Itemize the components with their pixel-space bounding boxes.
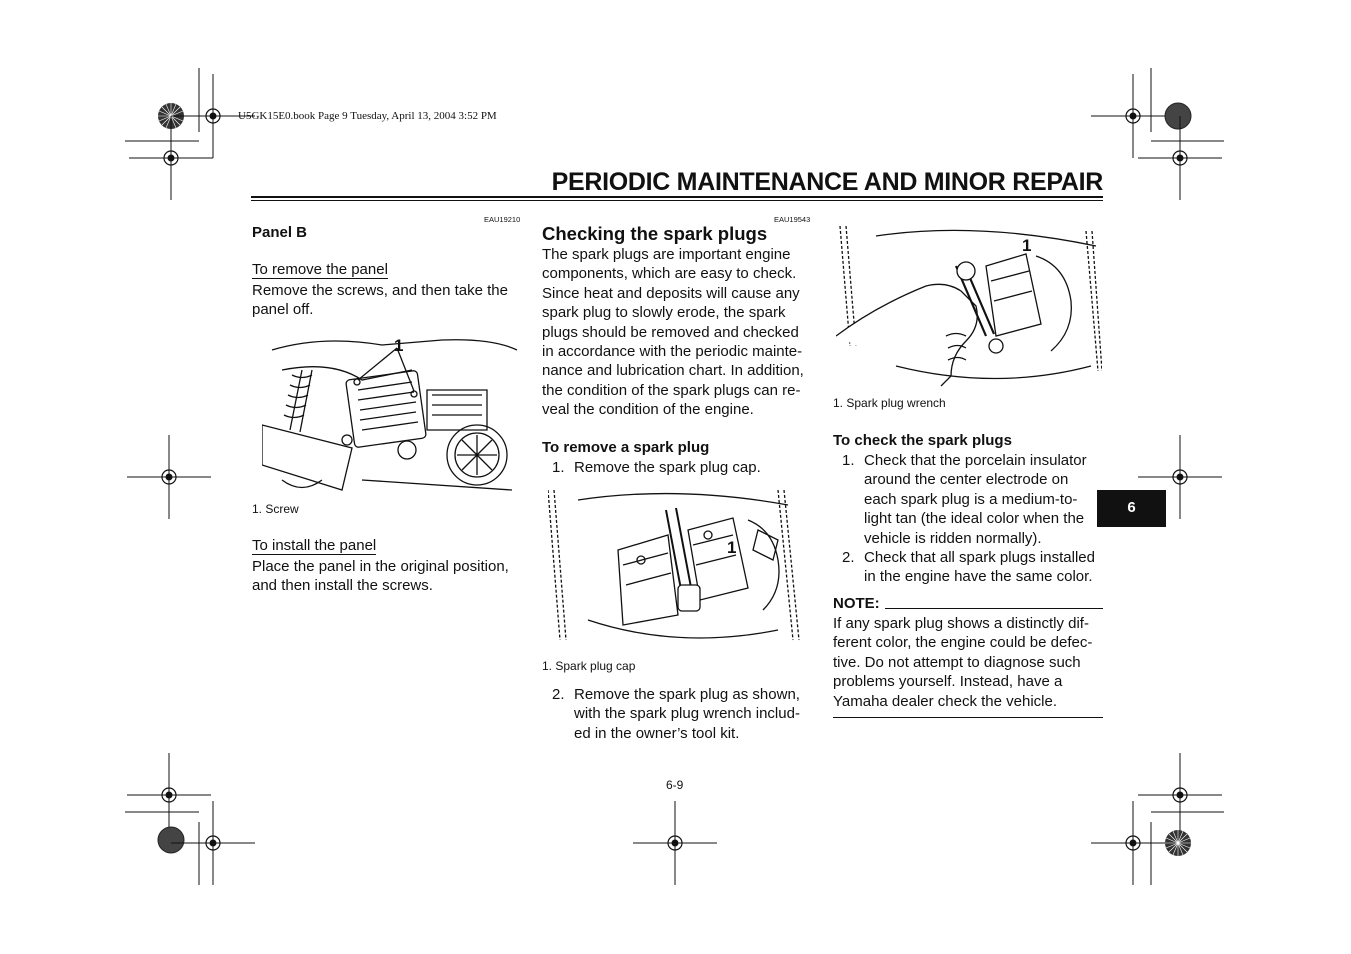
- text-line: with the spark plug wrench includ-: [574, 705, 800, 723]
- spark-plug-wrench-illustration: [836, 226, 1102, 390]
- intro-paragraph: [542, 245, 812, 420]
- note-rule-top: [885, 608, 1103, 609]
- text-line: Check that all spark plugs installed: [864, 549, 1095, 566]
- title-rule-thick: [251, 196, 1103, 198]
- text-line: Remove the spark plug as shown,: [574, 686, 800, 703]
- step-number: 1.: [552, 459, 565, 476]
- step-number: 2.: [842, 549, 855, 566]
- subheading: To install the panel: [252, 537, 377, 554]
- text-line: light tan (the ideal color when the: [864, 510, 1085, 528]
- text-line: Remove the screws, and then take the: [252, 282, 508, 299]
- text-line: ferent color, the engine could be defec-: [833, 634, 1093, 652]
- text-line: spark plug to slowly erode, the spark: [542, 304, 786, 322]
- note-rule-bottom: [833, 717, 1103, 718]
- check-item: [842, 451, 1103, 551]
- step-item: [552, 685, 814, 745]
- section-heading: Checking the spark plugs: [542, 223, 768, 244]
- title-rule-thin: [251, 200, 1103, 201]
- chapter-tab: 6: [1097, 490, 1166, 527]
- text-line: problems yourself. Instead, have a: [833, 673, 1063, 691]
- figure-caption: 1. Spark plug cap: [542, 659, 636, 673]
- section-code: EAU19210: [484, 215, 521, 224]
- text-line: in the engine have the same color.: [864, 568, 1093, 586]
- subheading: To remove a spark plug: [542, 439, 710, 456]
- text-line: the condition of the spark plugs can re-: [542, 381, 801, 399]
- subheading: To check the spark plugs: [833, 432, 1012, 449]
- text-line: panel off.: [252, 301, 314, 319]
- text-line: Place the panel in the original position,: [252, 558, 509, 575]
- text-line: If any spark plug shows a distinctly dif-: [833, 615, 1089, 632]
- text-line: components, which are easy to check.: [542, 265, 797, 283]
- note-label: NOTE:: [833, 595, 880, 612]
- figure-caption: 1. Spark plug wrench: [833, 396, 946, 410]
- text-line: and then install the screws.: [252, 577, 433, 595]
- paragraph: [252, 281, 524, 320]
- page-title: PERIODIC MAINTENANCE AND MINOR REPAIR: [551, 168, 1103, 196]
- text-line: Yamaha dealer check the vehicle.: [833, 692, 1058, 710]
- spark-plug-cap-illustration: [548, 490, 806, 652]
- step-item: [552, 458, 814, 478]
- book-header: U5GK15E0.book Page 9 Tuesday, April 13, 2004 3:52 PM: [238, 110, 497, 122]
- section-heading: Panel B: [252, 224, 308, 241]
- text-line: plugs should be removed and checked: [542, 323, 799, 341]
- text-line: in accordance with the periodic mainte-: [542, 343, 803, 361]
- figure-callout: 1: [394, 336, 404, 355]
- note-text: [833, 614, 1103, 711]
- text-line: tive. Do not attempt to diagnose such: [833, 653, 1081, 671]
- text-line: vehicle is ridden normally).: [864, 529, 1042, 547]
- subheading: To remove the panel: [252, 261, 388, 278]
- figure-callout: 1: [727, 538, 737, 557]
- text-line: around the center electrode on: [864, 471, 1069, 489]
- text-line: nance and lubrication chart. In addition,: [542, 362, 804, 380]
- text-line: each spark plug is a medium-to-: [864, 490, 1078, 508]
- text-line: veal the condition of the engine.: [542, 401, 754, 419]
- step-number: 1.: [842, 452, 855, 469]
- text-line: Since heat and deposits will cause any: [542, 284, 800, 302]
- page-number: 6-9: [666, 778, 684, 792]
- figure-callout: 1: [1022, 236, 1032, 255]
- text-line: ed in the owner’s tool kit.: [574, 724, 740, 742]
- text-line: Check that the porcelain insulator: [864, 452, 1087, 469]
- step-number: 2.: [552, 686, 565, 703]
- text-line: The spark plugs are important engine: [542, 246, 791, 263]
- motorcycle-panel-illustration: [262, 330, 522, 498]
- section-code: EAU19543: [774, 215, 811, 224]
- step-text: Remove the spark plug cap.: [574, 459, 761, 476]
- check-item: [842, 548, 1103, 588]
- paragraph: [252, 557, 527, 596]
- figure-caption: 1. Screw: [252, 502, 299, 516]
